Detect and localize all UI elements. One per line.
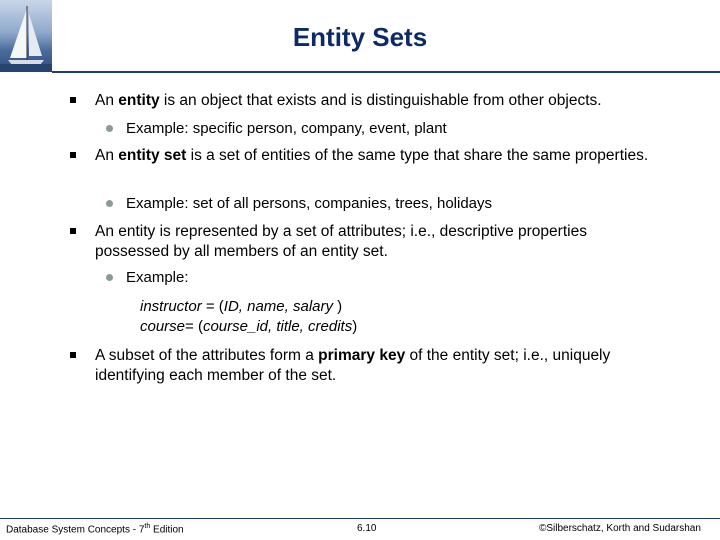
footer-rule: [0, 518, 720, 519]
relation-name: instructor: [140, 298, 202, 315]
schema-attributes: ID, name, salary: [223, 298, 333, 315]
bullet-text: is a set of entities of the same type that share the same properties.: [186, 147, 649, 164]
relation-name: course: [140, 318, 186, 335]
schema-open: = (: [201, 298, 224, 315]
square-bullet-icon: [70, 352, 76, 358]
bullet-keyword: primary key: [318, 347, 406, 364]
schema-close: ): [333, 298, 343, 315]
bullet-text: A subset of the attributes form a: [95, 347, 319, 364]
bullet-keyword: entity set: [118, 147, 187, 164]
footer-page-number: 6.10: [357, 523, 377, 534]
title-rule: [52, 71, 720, 73]
schema-attributes: course_id, title, credits: [202, 318, 353, 335]
course-schema: [140, 317, 357, 337]
slide-title: Entity Sets: [292, 22, 428, 52]
square-bullet-icon: [70, 228, 76, 234]
square-bullet-icon: [70, 152, 76, 158]
square-bullet-icon: [70, 97, 76, 103]
round-bullet-icon: [106, 274, 113, 281]
instructor-schema: [140, 297, 342, 317]
round-bullet-icon: [106, 125, 113, 132]
sub-bullet-text: Example: specific person, company, event, plant: [126, 120, 447, 137]
footer-copyright: ©Silberschatz, Korth and Sudarshan: [539, 523, 701, 534]
bullet-text: of the entity set; i.e., uniquely identifying each member of the set.: [95, 347, 611, 384]
bullet-text: An: [95, 147, 119, 164]
sub-bullet-text: Example: set of all persons, companies, trees, holidays: [126, 195, 493, 212]
bullet-text: An: [95, 92, 119, 109]
schema-close: ): [352, 318, 358, 335]
footer-book: Database System Concepts - 7th Edition: [6, 523, 184, 536]
sub-bullet-text: Example:: [126, 269, 189, 286]
bullet-text: An entity is represented by a set of attributes; i.e., descriptive properties possessed by all members of an entity set.: [95, 223, 587, 260]
bullet-text: is an object that exists and is distinguishable from other objects.: [159, 92, 602, 109]
round-bullet-icon: [106, 200, 113, 207]
bullet-keyword: entity: [118, 92, 160, 109]
schema-open: = (: [185, 318, 203, 335]
